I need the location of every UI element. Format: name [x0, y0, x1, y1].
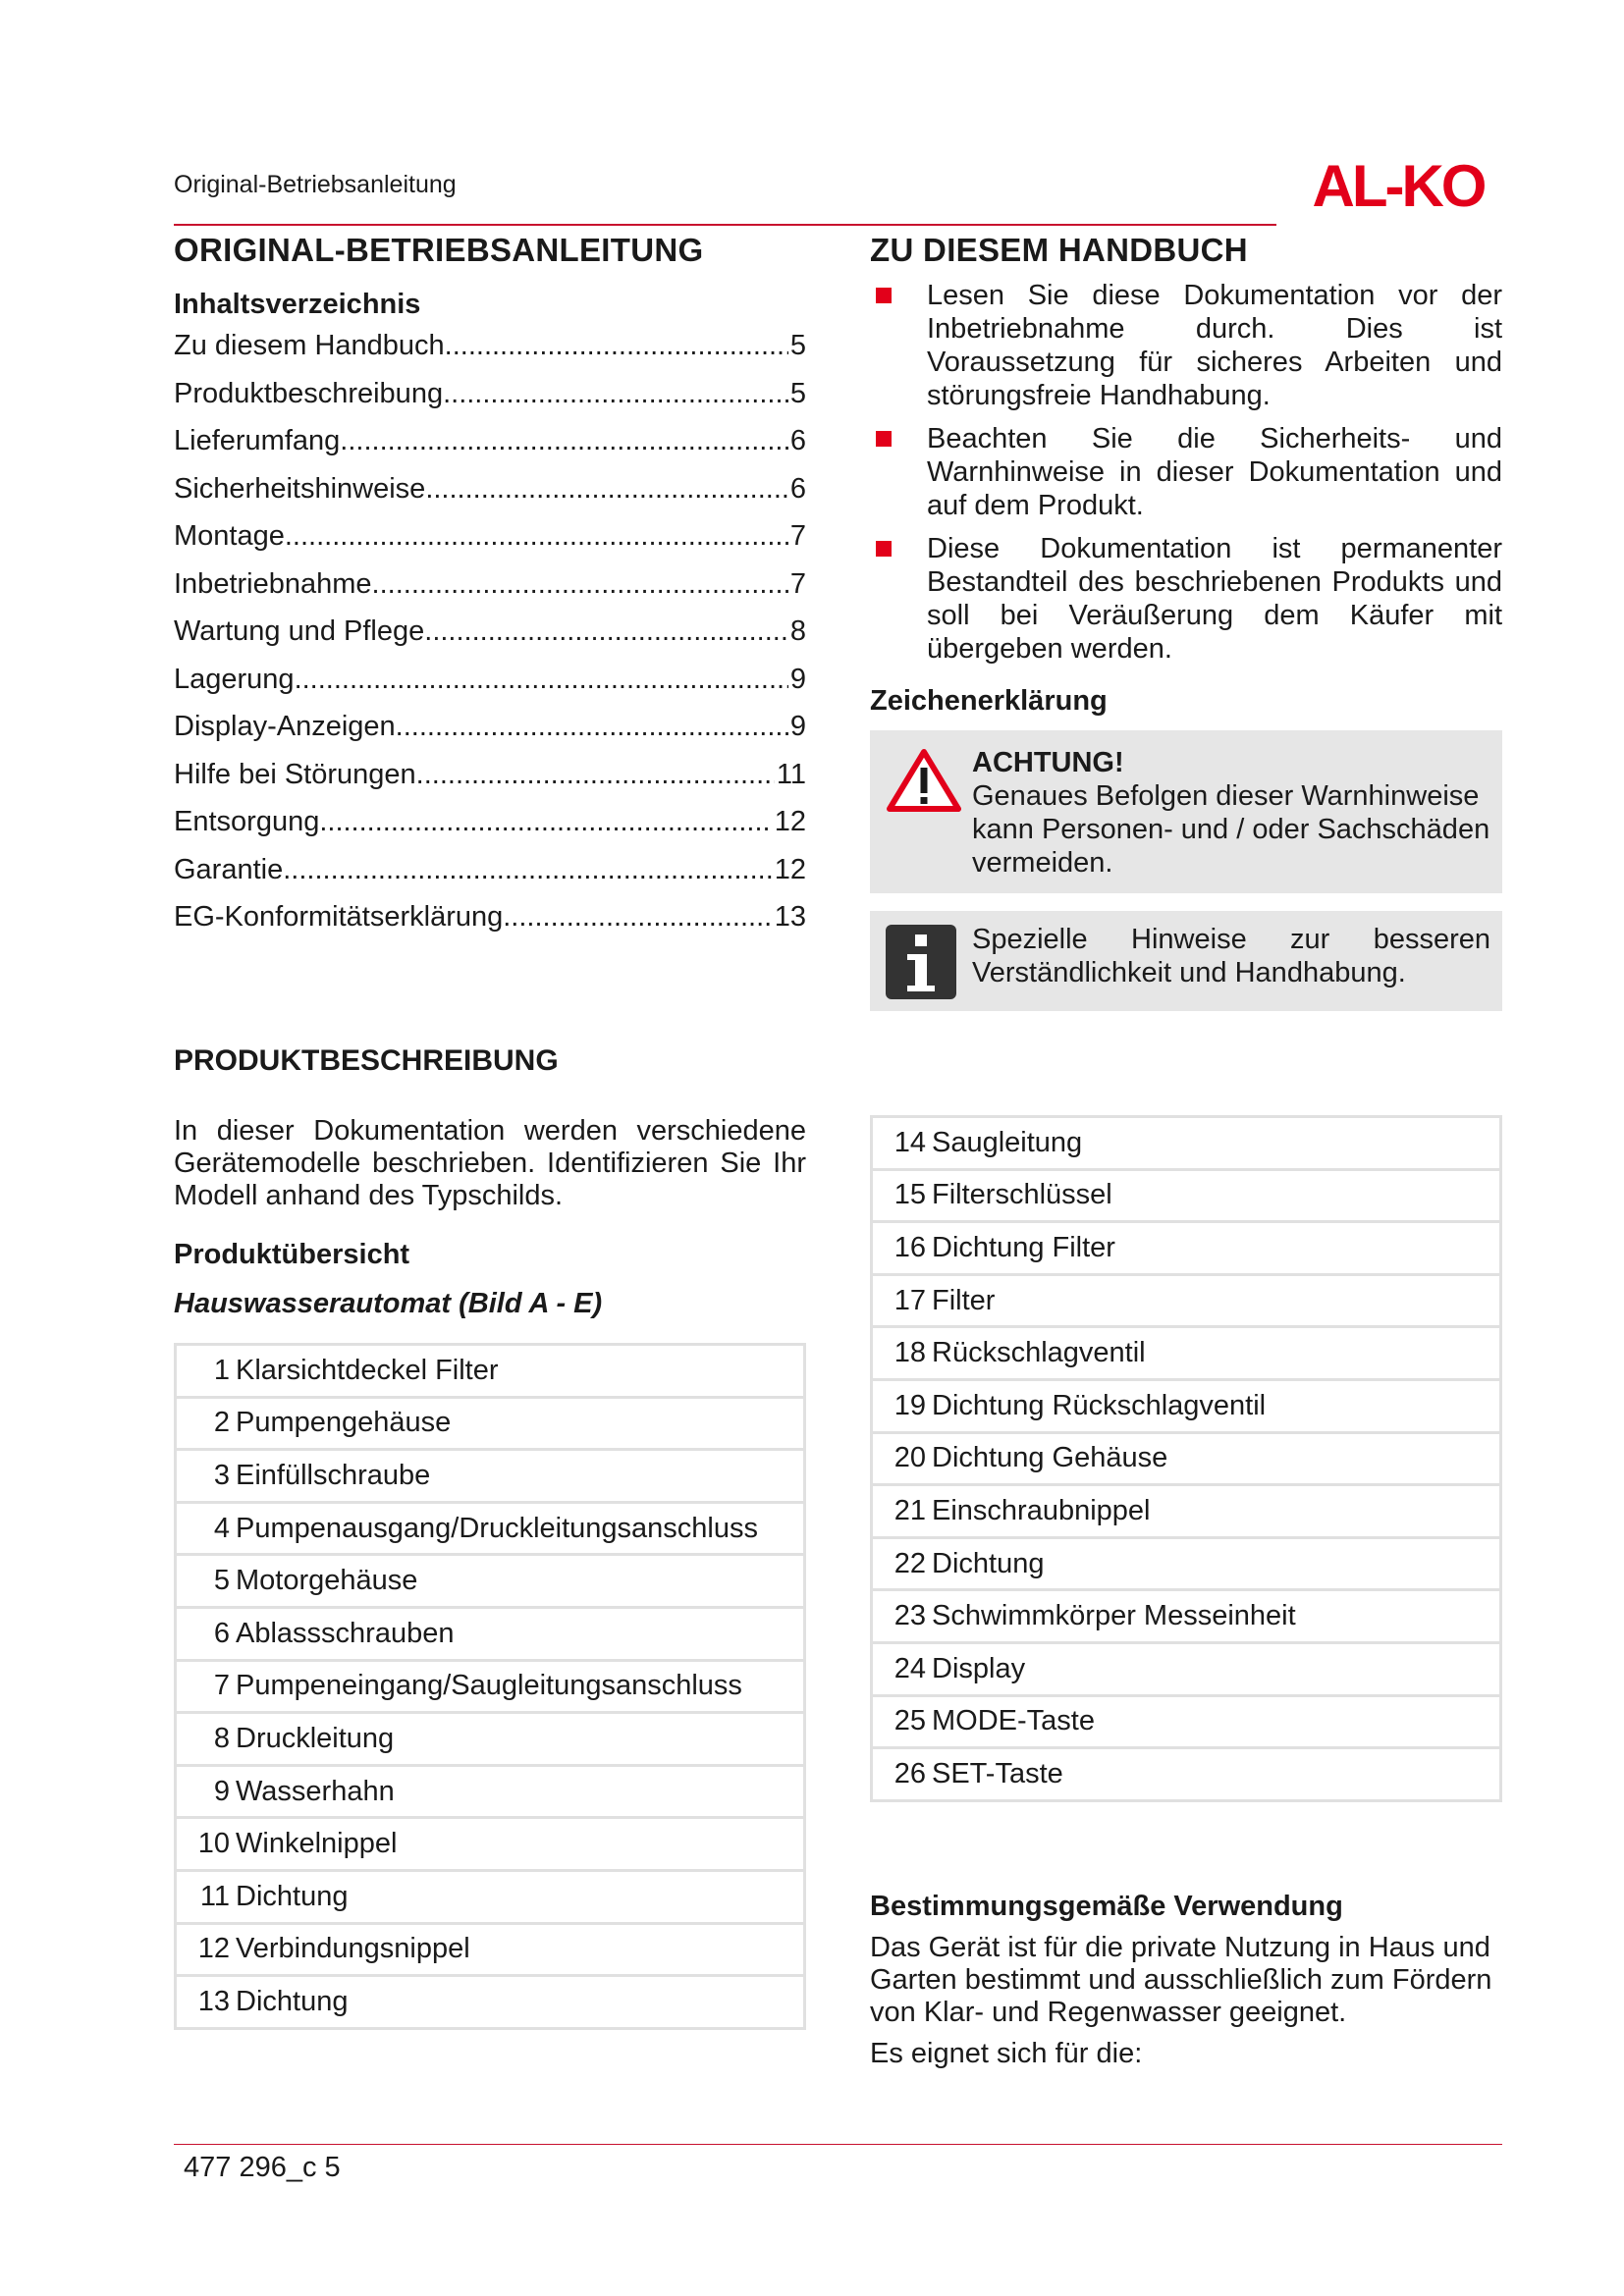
toc-entry [174, 664, 806, 712]
bullet-square-icon [876, 288, 892, 303]
toc-entry [174, 615, 806, 664]
part-number: 9 [213, 1775, 230, 1807]
toc-entry [174, 854, 806, 902]
part-number: 5 [213, 1565, 230, 1597]
part-row [176, 1660, 805, 1713]
part-cell [176, 1345, 805, 1398]
part-cell [176, 1450, 805, 1503]
toc-entry-label: Montage [174, 520, 285, 552]
part-row [872, 1117, 1501, 1170]
part-cell [872, 1537, 1501, 1590]
bullet-text: Beachten Sie die Sicherheits- und Warnhinweise in dieser Dokumentation und auf dem Produkt. [927, 423, 1502, 521]
part-cell [872, 1485, 1501, 1538]
part-row [872, 1748, 1501, 1801]
part-number: 6 [213, 1617, 230, 1649]
part-name: Ablassschrauben [236, 1617, 455, 1649]
toc-entry-page: 9 [789, 663, 806, 695]
part-name: Einfüllschraube [236, 1459, 431, 1491]
part-name: Dichtung Gehäuse [932, 1442, 1168, 1474]
part-row [176, 1502, 805, 1555]
parts-table-left [174, 1343, 806, 2030]
part-number: 4 [213, 1512, 230, 1544]
usage-text: Das Gerät ist für die private Nutzung in Haus und Garten bestimmt und ausschließlich zum Fördern von Klar- und Regenwasser geeignet. [870, 1932, 1492, 2028]
part-name: Filter [932, 1284, 996, 1316]
parts-table-right [870, 1115, 1502, 1802]
toc-leader-dots [424, 615, 788, 648]
toc-entry-label: Display-Anzeigen [174, 711, 396, 742]
part-row [872, 1327, 1501, 1380]
part-name: Display [932, 1652, 1026, 1684]
part-cell [872, 1432, 1501, 1485]
part-name: Druckleitung [236, 1722, 395, 1754]
part-number: 1 [213, 1354, 230, 1386]
part-row [872, 1695, 1501, 1748]
part-cell [872, 1590, 1501, 1643]
table-of-contents [174, 330, 806, 949]
toc-entry-page: 13 [774, 901, 806, 933]
part-number: 22 [893, 1547, 926, 1579]
toc-entry-label: Lieferumfang [174, 425, 341, 456]
toc-entry [174, 330, 806, 378]
info-text: Spezielle Hinweise zur besseren Verständlichkeit und Handhabung. [972, 924, 1490, 988]
part-name: Wasserhahn [236, 1775, 395, 1807]
toc-leader-dots [295, 664, 788, 696]
warning-icon [886, 746, 962, 815]
toc-entry [174, 711, 806, 759]
overview-heading: Produktübersicht [174, 1239, 410, 1270]
toc-entry-label: Zu diesem Handbuch [174, 330, 445, 361]
manual-bullet [870, 532, 1502, 666]
toc-entry [174, 378, 806, 426]
toc-leader-dots [283, 854, 773, 886]
part-name: Einschraubnippel [932, 1494, 1151, 1526]
part-name: Winkelnippel [236, 1828, 398, 1860]
part-cell [176, 1870, 805, 1923]
manual-title: ORIGINAL-BETRIEBSANLEITUNG [174, 232, 704, 268]
legend-heading: Zeichenerklärung [870, 685, 1108, 717]
warning-box [870, 730, 1502, 893]
warning-title: ACHTUNG! [972, 747, 1124, 778]
toc-entry-page: 6 [789, 425, 806, 456]
toc-leader-dots [372, 568, 788, 601]
bullet-square-icon [876, 541, 892, 557]
toc-entry-label: Produktbeschreibung [174, 377, 444, 409]
part-name: Verbindungsnippel [236, 1933, 470, 1965]
toc-entry-label: Garantie [174, 853, 284, 885]
toc-leader-dots [396, 711, 788, 743]
part-name: Dichtung [932, 1547, 1045, 1579]
part-cell [176, 1607, 805, 1660]
product-intro: In dieser Dokumentation werden verschiedene Gerätemodelle beschrieben. Identifizieren Sie Ihr Modell anhand des Typschilds. [174, 1115, 806, 1211]
toc-entry [174, 806, 806, 854]
toc-entry-page: 5 [789, 377, 806, 409]
part-row [176, 1713, 805, 1766]
toc-leader-dots [416, 759, 775, 791]
toc-entry-page: 12 [774, 806, 806, 837]
part-name: Rückschlagventil [932, 1337, 1146, 1369]
part-cell [176, 1397, 805, 1450]
part-row [176, 1765, 805, 1818]
part-number: 2 [213, 1407, 230, 1439]
part-cell [176, 1713, 805, 1766]
bullet-square-icon [876, 431, 892, 447]
toc-leader-dots [425, 473, 788, 506]
manual-bullets [870, 279, 1502, 675]
toc-entry-label: Inbetriebnahme [174, 567, 372, 600]
part-row [872, 1222, 1501, 1275]
part-name: Klarsichtdeckel Filter [236, 1354, 499, 1386]
part-row [872, 1432, 1501, 1485]
part-number: 15 [893, 1179, 926, 1211]
part-cell [176, 1818, 805, 1871]
part-name: Filterschlüssel [932, 1179, 1112, 1211]
part-cell [176, 1502, 805, 1555]
part-number: 14 [893, 1126, 926, 1158]
toc-entry-page: 11 [776, 758, 806, 790]
usage-text-2: Es eignet sich für die: [870, 2038, 1143, 2069]
part-row [176, 1555, 805, 1608]
toc-entry [174, 473, 806, 521]
footer-page-id: 477 296_c 5 [184, 2152, 341, 2183]
manual-bullet [870, 422, 1502, 522]
document-header: Original-Betriebsanleitung [174, 171, 457, 198]
part-cell [872, 1222, 1501, 1275]
toc-entry-page: 7 [789, 520, 806, 552]
toc-entry-label: Sicherheitshinweise [174, 472, 426, 505]
bullet-text: Lesen Sie diese Dokumentation vor der Inbetriebnahme durch. Dies ist Voraussetzung für sicheres Arbeiten und störungsfreie Handhabung. [927, 280, 1502, 411]
part-row [176, 1976, 805, 2029]
part-name: MODE-Taste [932, 1705, 1095, 1737]
about-manual-title: ZU DIESEM HANDBUCH [870, 232, 1248, 268]
toc-entry-page: 6 [789, 472, 806, 505]
part-name: Pumpenausgang/Druckleitungsanschluss [236, 1512, 758, 1544]
usage-heading: Bestimmungsgemäße Verwendung [870, 1891, 1343, 1922]
part-number: 8 [213, 1722, 230, 1754]
part-row [872, 1379, 1501, 1432]
part-cell [872, 1379, 1501, 1432]
part-number: 10 [197, 1828, 230, 1860]
toc-entry [174, 759, 806, 807]
toc-leader-dots [319, 806, 772, 838]
part-cell [872, 1117, 1501, 1170]
toc-leader-dots [503, 901, 772, 934]
bullet-text: Diese Dokumentation ist permanenter Bestandteil des beschriebenen Produkts und soll bei Veräußerung dem Käufer mit übergeben werden. [927, 533, 1502, 665]
part-name: Pumpeneingang/Saugleitungsanschluss [236, 1670, 742, 1702]
part-row [872, 1169, 1501, 1222]
part-number: 11 [199, 1880, 230, 1912]
part-number: 17 [893, 1284, 926, 1316]
toc-entry-label: Lagerung [174, 663, 295, 695]
svg-text:AL-KO: AL-KO [1312, 155, 1485, 216]
part-name: Dichtung Filter [932, 1231, 1115, 1263]
part-name: Saugleitung [932, 1126, 1083, 1158]
part-name: SET-Taste [932, 1757, 1063, 1789]
part-name: Dichtung [236, 1985, 349, 2017]
part-cell [872, 1274, 1501, 1327]
toc-entry [174, 568, 806, 616]
part-number: 16 [893, 1231, 926, 1263]
part-row [872, 1537, 1501, 1590]
part-row [176, 1818, 805, 1871]
part-row [176, 1397, 805, 1450]
part-cell [872, 1695, 1501, 1748]
part-number: 18 [893, 1337, 926, 1369]
part-name: Pumpengehäuse [236, 1407, 452, 1439]
toc-entry [174, 520, 806, 568]
toc-entry-label: Entsorgung [174, 806, 320, 837]
part-row [872, 1642, 1501, 1695]
overview-subheading: Hauswasserautomat (Bild A - E) [174, 1288, 603, 1319]
toc-entry-label: Wartung und Pflege [174, 615, 425, 647]
warning-text: Genaues Befolgen dieser Warnhinweise kann Personen- und / oder Sachschäden vermeiden. [972, 780, 1490, 879]
part-row [176, 1870, 805, 1923]
part-cell [176, 1660, 805, 1713]
toc-entry [174, 425, 806, 473]
part-number: 21 [893, 1494, 926, 1526]
part-number: 26 [893, 1757, 926, 1789]
part-name: Dichtung [236, 1880, 349, 1912]
part-number: 23 [893, 1600, 926, 1632]
toc-leader-dots [445, 330, 788, 362]
part-number: 13 [197, 1985, 230, 2017]
part-name: Schwimmkörper Messeinheit [932, 1600, 1296, 1632]
toc-entry-page: 9 [789, 711, 806, 742]
part-cell [872, 1169, 1501, 1222]
toc-entry [174, 901, 806, 949]
toc-entry-page: 5 [789, 330, 806, 361]
part-number: 25 [893, 1705, 926, 1737]
header-rule [174, 224, 1276, 226]
toc-entry-label: Hilfe bei Störungen [174, 758, 416, 790]
info-icon [886, 925, 956, 999]
toc-leader-dots [285, 520, 788, 553]
footer-rule [174, 2144, 1502, 2145]
part-cell [176, 1923, 805, 1976]
part-number: 24 [893, 1652, 926, 1684]
part-number: 12 [197, 1933, 230, 1965]
al-ko-logo [1294, 155, 1502, 216]
part-row [872, 1590, 1501, 1643]
product-description-title: PRODUKTBESCHREIBUNG [174, 1044, 559, 1077]
part-row [176, 1450, 805, 1503]
part-cell [176, 1976, 805, 2029]
manual-bullet [870, 279, 1502, 412]
part-cell [872, 1748, 1501, 1801]
toc-leader-dots [443, 378, 788, 410]
toc-heading: Inhaltsverzeichnis [174, 289, 421, 320]
part-row [872, 1274, 1501, 1327]
part-cell [872, 1642, 1501, 1695]
part-cell [176, 1555, 805, 1608]
part-name: Motorgehäuse [236, 1565, 418, 1597]
part-number: 19 [893, 1389, 926, 1421]
part-row [176, 1607, 805, 1660]
toc-entry-page: 12 [774, 853, 806, 885]
part-row [872, 1485, 1501, 1538]
part-row [176, 1923, 805, 1976]
toc-leader-dots [340, 425, 788, 457]
part-cell [872, 1327, 1501, 1380]
part-name: Dichtung Rückschlagventil [932, 1389, 1267, 1421]
toc-entry-page: 7 [789, 567, 806, 600]
toc-entry-label: EG-Konformitätserklärung [174, 901, 504, 933]
part-cell [176, 1765, 805, 1818]
part-row [176, 1345, 805, 1398]
part-number: 3 [213, 1459, 230, 1491]
part-number: 7 [213, 1670, 230, 1702]
toc-entry-page: 8 [789, 615, 806, 647]
info-box [870, 911, 1502, 1011]
part-number: 20 [893, 1442, 926, 1474]
